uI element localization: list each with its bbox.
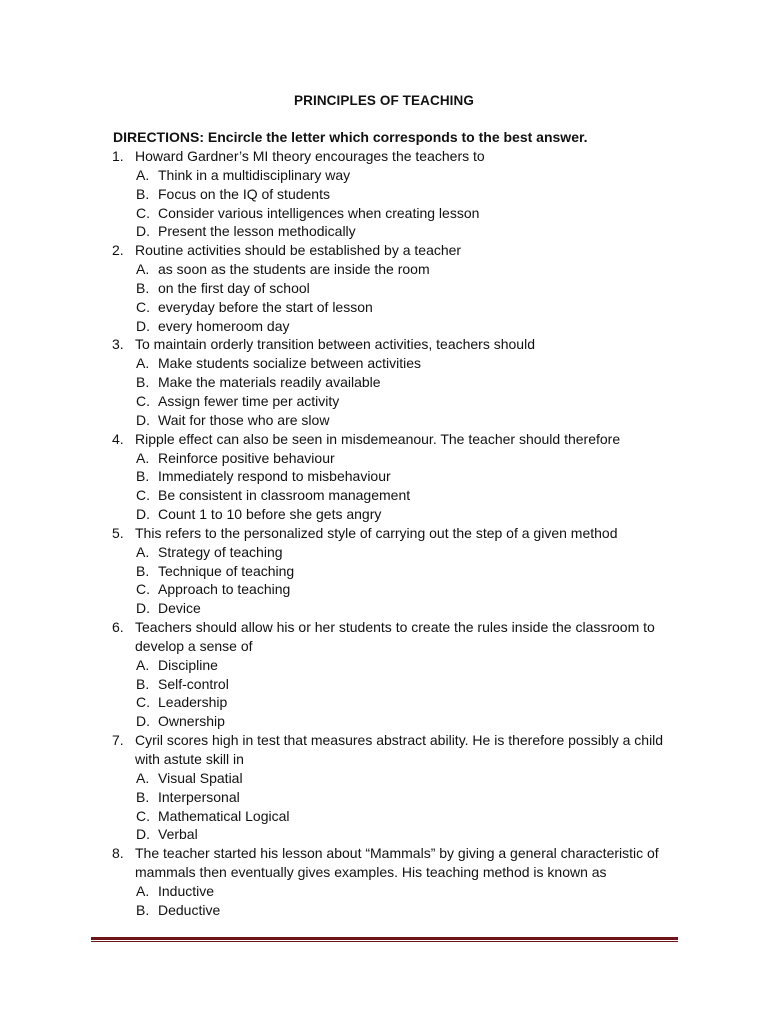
option-text: Present the lesson methodically <box>158 223 356 240</box>
option-text: Strategy of teaching <box>158 543 283 560</box>
option-text: Deductive <box>158 901 221 918</box>
answer-option[interactable] <box>0 467 768 486</box>
question-item <box>0 147 768 241</box>
option-letter: B. <box>136 185 150 202</box>
option-letter: C. <box>136 204 150 221</box>
answer-option[interactable] <box>0 505 768 524</box>
answer-option[interactable] <box>0 222 768 241</box>
option-letter: A. <box>136 355 150 372</box>
option-text: Self-control <box>158 675 229 692</box>
option-text: as soon as the students are inside the room <box>158 261 430 278</box>
option-letter: D. <box>136 317 150 334</box>
option-letter: B. <box>136 901 150 918</box>
question-stem-line <box>0 637 768 656</box>
question-item <box>0 241 768 335</box>
option-text: Assign fewer time per activity <box>158 392 340 409</box>
option-text: Device <box>158 600 201 617</box>
answer-option[interactable] <box>0 675 768 694</box>
question-item <box>0 844 768 919</box>
option-text: Focus on the IQ of students <box>158 185 330 202</box>
option-letter: C. <box>136 298 150 315</box>
option-text: Make students socialize between activities <box>158 355 422 372</box>
question-text: The teacher started his lesson about “Mammals” by giving a general characteristic of <box>135 845 659 862</box>
option-letter: D. <box>136 826 150 843</box>
option-letter: A. <box>136 449 150 466</box>
option-letter: C. <box>136 487 150 504</box>
question-number: 3. <box>112 336 124 353</box>
option-text: Approach to teaching <box>158 581 291 598</box>
option-text: Count 1 to 10 before she gets angry <box>158 506 382 523</box>
question-stem-line <box>0 750 768 769</box>
answer-option[interactable] <box>0 260 768 279</box>
option-letter: D. <box>136 223 150 240</box>
answer-option[interactable] <box>0 486 768 505</box>
option-letter: C. <box>136 694 150 711</box>
option-text: Verbal <box>158 826 198 843</box>
question-item <box>0 430 768 524</box>
option-letter: A. <box>136 543 150 560</box>
option-text: Visual Spatial <box>158 769 243 786</box>
answer-option[interactable] <box>0 656 768 675</box>
option-letter: A. <box>136 656 150 673</box>
option-letter: B. <box>136 279 150 296</box>
option-text: Inductive <box>158 882 215 899</box>
answer-option[interactable] <box>0 298 768 317</box>
question-number: 1. <box>112 148 124 164</box>
option-text: Consider various intelligences when creating lesson <box>158 204 480 221</box>
option-letter: C. <box>136 807 150 824</box>
answer-option[interactable] <box>0 807 768 826</box>
answer-option[interactable] <box>0 693 768 712</box>
option-letter: A. <box>136 882 150 899</box>
option-text: everyday before the start of lesson <box>158 298 373 315</box>
question-stem-line <box>0 844 768 863</box>
question-number: 7. <box>112 732 124 749</box>
option-letter: C. <box>136 581 150 598</box>
answer-option[interactable] <box>0 788 768 807</box>
question-text: Routine activities should be established by a teacher <box>135 242 462 259</box>
question-stem-line <box>0 241 768 260</box>
question-stem-line <box>0 863 768 882</box>
answer-option[interactable] <box>0 901 768 920</box>
option-text: Interpersonal <box>158 788 240 805</box>
option-text: Mathematical Logical <box>158 807 290 824</box>
answer-option[interactable] <box>0 769 768 788</box>
option-text: Wait for those who are slow <box>158 411 330 428</box>
question-number: 2. <box>112 242 124 259</box>
answer-option[interactable] <box>0 392 768 411</box>
answer-option[interactable] <box>0 543 768 562</box>
question-text: with astute skill in <box>135 751 244 767</box>
option-text: Be consistent in classroom management <box>158 487 411 504</box>
question-text: This refers to the personalized style of carrying out the step of a given method <box>135 524 618 541</box>
answer-option[interactable] <box>0 279 768 298</box>
option-text: Make the materials readily available <box>158 374 381 391</box>
option-text: Technique of teaching <box>158 562 295 579</box>
answer-option[interactable] <box>0 166 768 185</box>
option-text: Think in a multidisciplinary way <box>158 166 351 183</box>
question-stem-line <box>0 731 768 750</box>
option-text: Immediately respond to misbehaviour <box>158 468 391 485</box>
option-text: every homeroom day <box>158 317 290 334</box>
question-text: mammals then eventually gives examples. His teaching method is known as <box>135 864 607 881</box>
answer-option[interactable] <box>0 185 768 204</box>
answer-option[interactable] <box>0 373 768 392</box>
document-title: PRINCIPLES OF TEACHING <box>294 93 474 108</box>
option-letter: B. <box>136 562 150 579</box>
answer-option[interactable] <box>0 882 768 901</box>
question-number: 5. <box>112 524 124 541</box>
directions-text: DIRECTIONS: Encircle the letter which corresponds to the best answer. <box>113 129 588 145</box>
answer-option[interactable] <box>0 449 768 468</box>
option-letter: B. <box>136 788 150 805</box>
question-text: develop a sense of <box>135 637 253 654</box>
option-letter: D. <box>136 600 150 617</box>
answer-option[interactable] <box>0 562 768 581</box>
option-letter: C. <box>136 392 150 409</box>
question-number: 6. <box>112 619 124 636</box>
footer-rule <box>91 937 678 943</box>
answer-option[interactable] <box>0 317 768 336</box>
option-letter: D. <box>136 506 150 523</box>
question-number: 4. <box>112 430 124 447</box>
footer-rule-thin-line <box>91 941 678 942</box>
option-text: Reinforce positive behaviour <box>158 449 335 466</box>
question-item <box>0 335 768 429</box>
question-stem-line <box>0 618 768 637</box>
question-stem-line <box>0 335 768 354</box>
answer-option[interactable] <box>0 411 768 430</box>
question-text: Teachers should allow his or her students to create the rules inside the classroom to <box>135 619 655 636</box>
option-letter: A. <box>136 261 150 278</box>
question-number: 8. <box>112 845 124 862</box>
option-text: Leadership <box>158 694 228 711</box>
option-letter: B. <box>136 374 150 391</box>
option-letter: A. <box>136 769 150 786</box>
option-letter: D. <box>136 411 150 428</box>
question-text: Ripple effect can also be seen in misdemeanour. The teacher should therefore <box>135 430 621 447</box>
question-list <box>0 147 768 920</box>
question-item <box>0 524 768 618</box>
answer-option[interactable] <box>0 580 768 599</box>
option-text: Discipline <box>158 656 218 673</box>
answer-option[interactable] <box>0 204 768 223</box>
question-stem-line <box>0 524 768 543</box>
option-text: on the first day of school <box>158 279 310 296</box>
question-text: Howard Gardner’s MI theory encourages the teachers to <box>135 148 485 164</box>
question-stem-line <box>0 430 768 449</box>
question-item <box>0 618 768 731</box>
option-letter: A. <box>136 166 150 183</box>
answer-option[interactable] <box>0 354 768 373</box>
option-text: Ownership <box>158 713 225 730</box>
option-letter: B. <box>136 468 150 485</box>
answer-option[interactable] <box>0 825 768 844</box>
answer-option[interactable] <box>0 599 768 618</box>
option-letter: D. <box>136 713 150 730</box>
answer-option[interactable] <box>0 712 768 731</box>
question-item <box>0 731 768 844</box>
option-letter: B. <box>136 675 150 692</box>
question-text: To maintain orderly transition between activities, teachers should <box>135 336 535 353</box>
question-stem-line <box>0 147 768 166</box>
question-text: Cyril scores high in test that measures abstract ability. He is therefore possibly a child <box>135 732 664 749</box>
